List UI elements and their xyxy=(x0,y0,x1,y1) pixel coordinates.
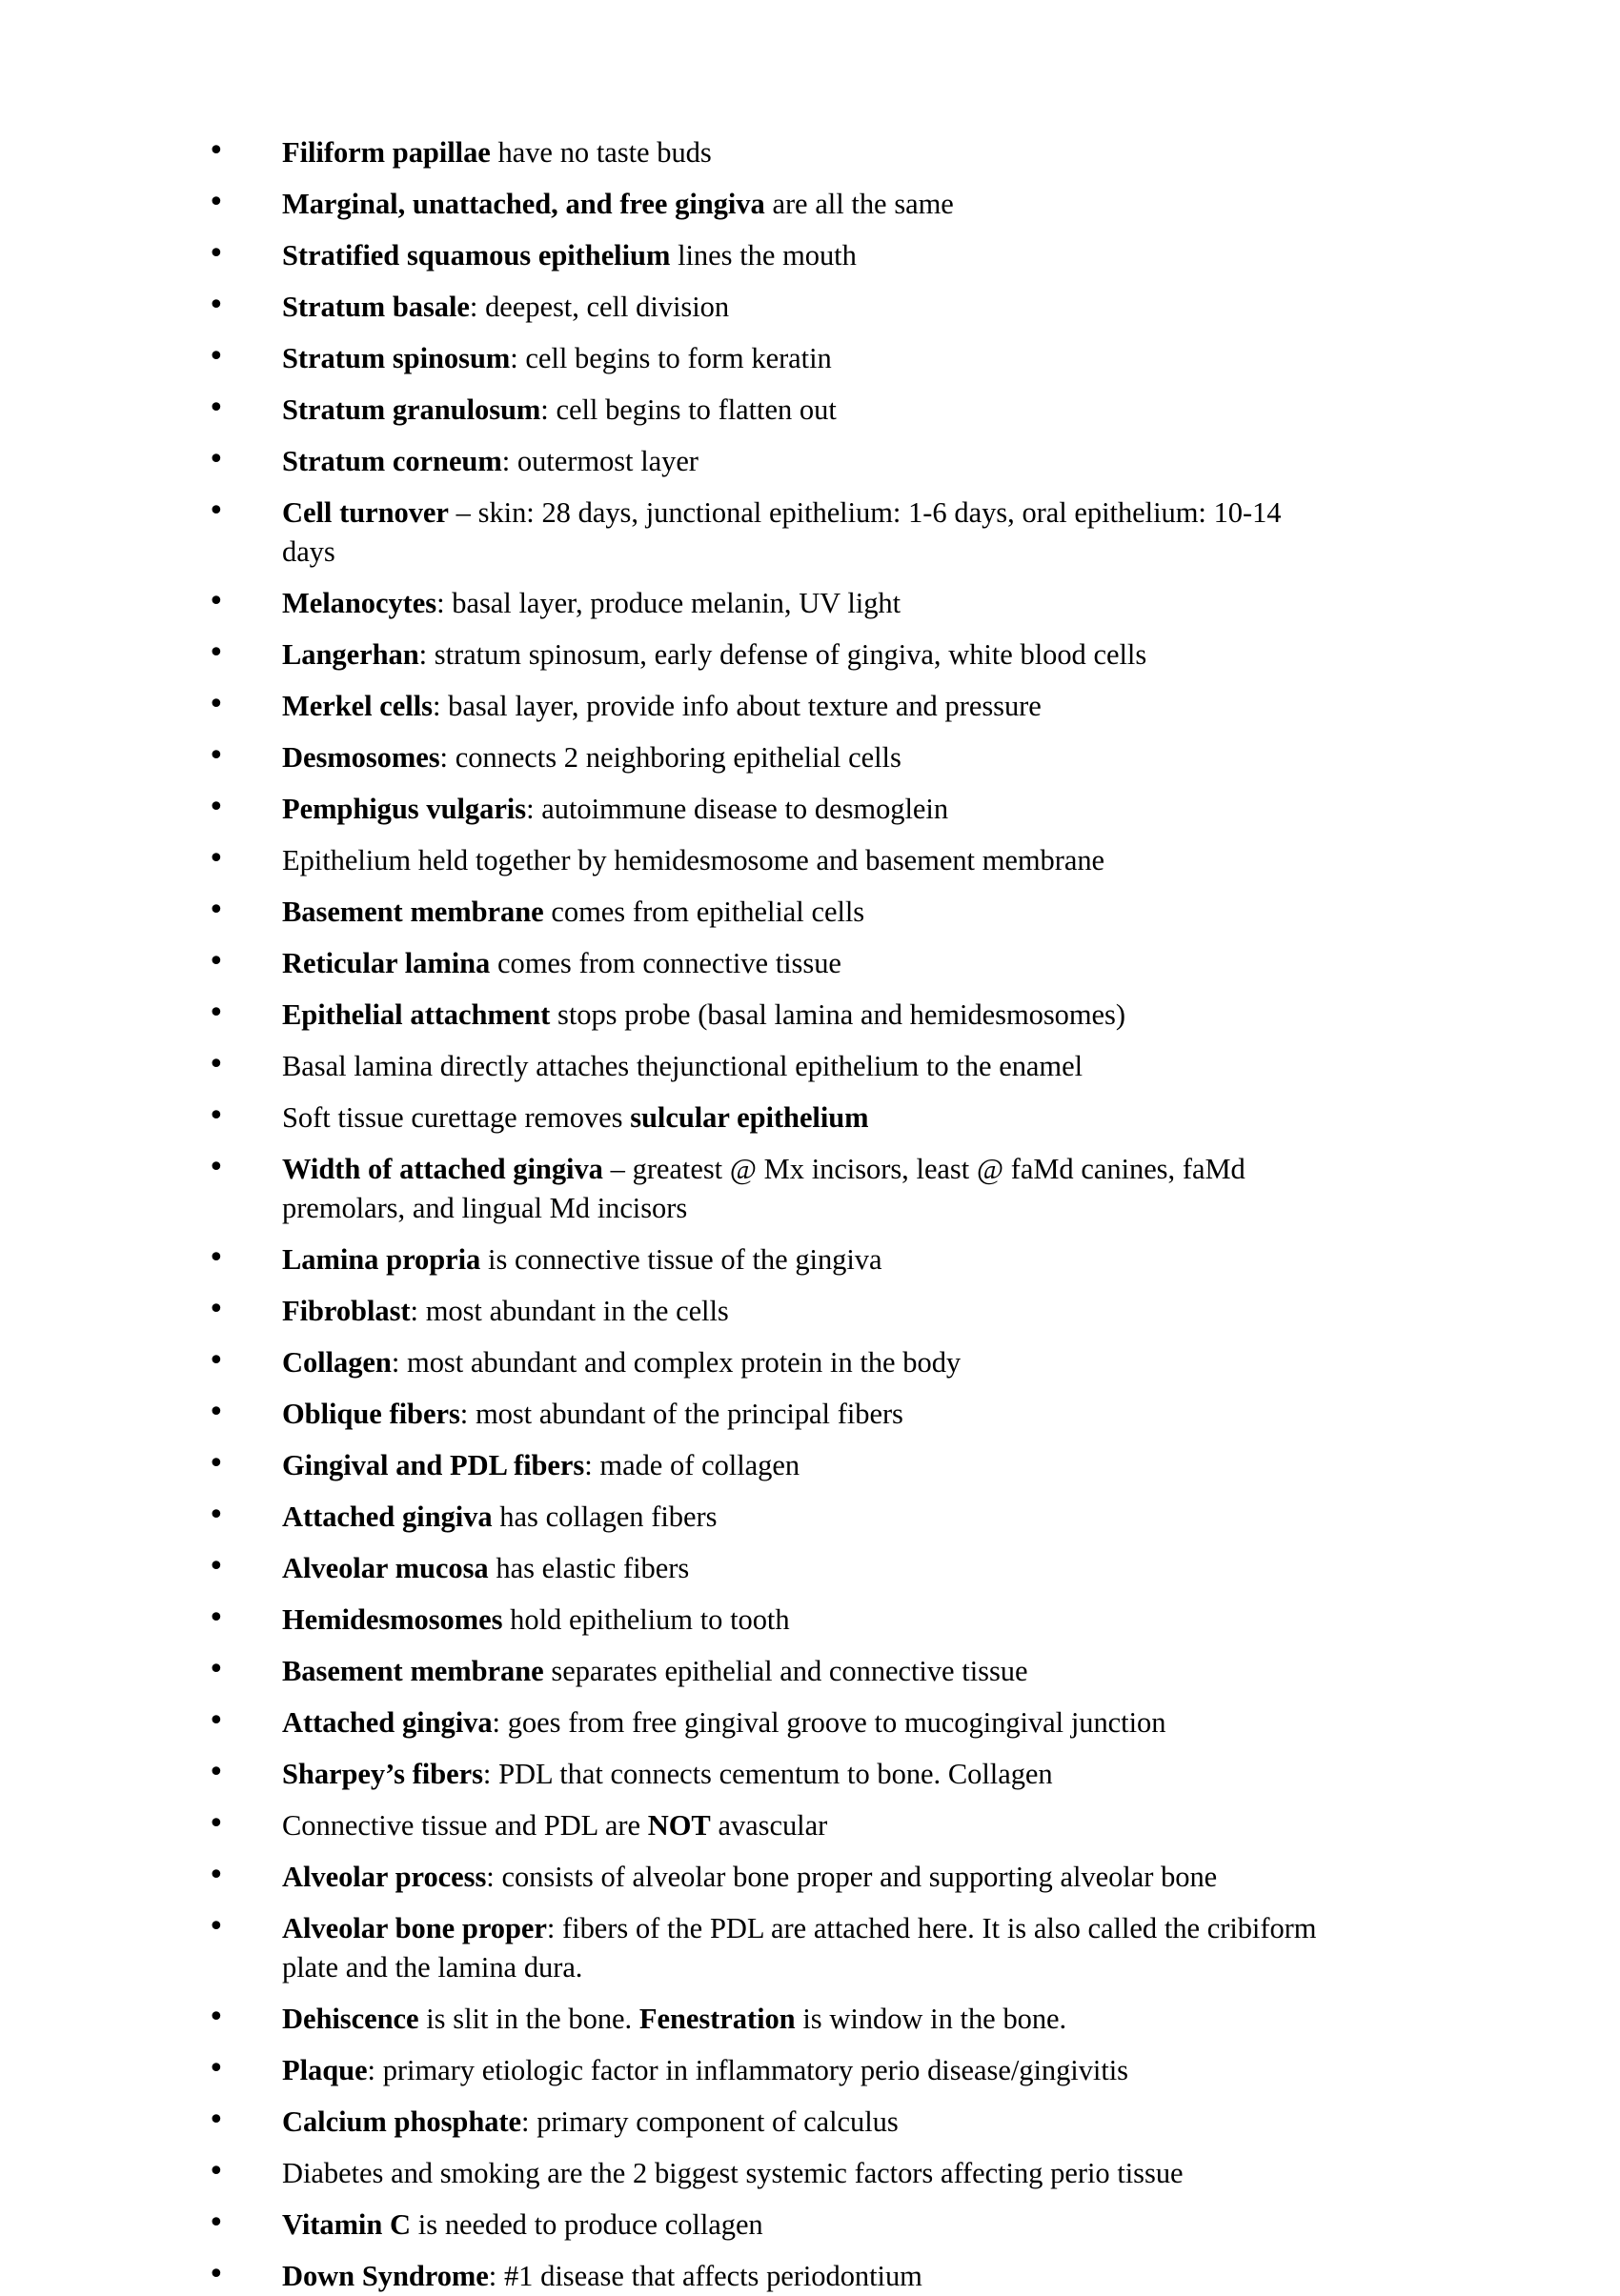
list-item xyxy=(208,391,1334,430)
list-item-term: Marginal, unattached, and free gingiva xyxy=(282,188,765,220)
list-item-text-tail: avascular xyxy=(710,1809,828,1842)
list-item-term: Down Syndrome xyxy=(282,2260,489,2292)
list-item xyxy=(208,2000,1334,2039)
list-item xyxy=(208,1703,1334,1742)
list-item-term: Melanocytes xyxy=(282,587,437,619)
notes-list xyxy=(208,133,1334,2296)
list-item-term: Reticular lamina xyxy=(282,947,491,979)
list-item-text: Basal lamina directly attaches thejunctional epithelium to the enamel xyxy=(282,1050,1083,1082)
list-item-text: : primary component of calculus xyxy=(521,2105,899,2138)
list-item xyxy=(208,133,1334,172)
list-item xyxy=(208,1446,1334,1485)
list-item-term: Epithelial attachment xyxy=(282,998,551,1031)
list-item-text: lines the mouth xyxy=(670,239,857,272)
list-item xyxy=(208,2103,1334,2142)
list-item-text: : most abundant of the principal fibers xyxy=(459,1398,903,1430)
list-item xyxy=(208,1150,1334,1228)
list-item-text: : connects 2 neighboring epithelial cells xyxy=(439,741,901,774)
list-item-term: Basement membrane xyxy=(282,896,544,928)
list-item-emphasis: NOT xyxy=(647,1809,711,1842)
list-item xyxy=(208,584,1334,623)
list-item-text: Epithelium held together by hemidesmosome and basement membrane xyxy=(282,844,1105,876)
list-item xyxy=(208,2205,1334,2245)
list-item-term: Attached gingiva xyxy=(282,1500,493,1533)
list-item-text: have no taste buds xyxy=(490,136,712,169)
list-item-term: Stratum basale xyxy=(282,291,470,323)
list-item-text: Soft tissue curettage removes xyxy=(282,1101,631,1134)
list-item xyxy=(208,2257,1334,2296)
list-item xyxy=(208,996,1334,1035)
list-item xyxy=(208,1240,1334,1279)
list-item xyxy=(208,1806,1334,1845)
list-item-term: Alveolar bone proper xyxy=(282,1912,547,1944)
list-item-text: : fibers of the PDL are attached here. It is also called the cribiform plate and the lamina dura. xyxy=(282,1912,1317,1984)
list-item-text: is needed to produce collagen xyxy=(411,2208,763,2241)
list-item xyxy=(208,687,1334,726)
list-item-term: Sharpey’s fibers xyxy=(282,1758,483,1790)
list-item-text: separates epithelial and connective tissue xyxy=(543,1655,1028,1687)
list-item xyxy=(208,1047,1334,1086)
list-item-text: : made of collagen xyxy=(584,1449,800,1481)
list-item-term: Dehiscence xyxy=(282,2003,419,2035)
list-item-text: : primary etiologic factor in inflammatory perio disease/gingivitis xyxy=(367,2054,1128,2086)
list-item xyxy=(208,738,1334,777)
list-item-text: : basal layer, produce melanin, UV light xyxy=(436,587,901,619)
list-item xyxy=(208,2154,1334,2193)
list-item-text: : most abundant in the cells xyxy=(410,1295,729,1327)
list-item-term: Alveolar mucosa xyxy=(282,1552,489,1584)
list-item xyxy=(208,1858,1334,1897)
list-item-text: hold epithelium to tooth xyxy=(502,1603,790,1636)
list-item-text: : outermost layer xyxy=(501,445,699,477)
list-item-term: Fibroblast xyxy=(282,1295,411,1327)
list-item-text: : cell begins to flatten out xyxy=(540,393,837,426)
list-item xyxy=(208,1601,1334,1640)
list-item xyxy=(208,442,1334,481)
list-item xyxy=(208,1395,1334,1434)
list-item-text: has collagen fibers xyxy=(492,1500,718,1533)
list-item-term: Attached gingiva xyxy=(282,1706,493,1739)
list-item-term: Plaque xyxy=(282,2054,368,2086)
list-item-term: Filiform papillae xyxy=(282,136,491,169)
list-item-term: Collagen xyxy=(282,1346,392,1379)
list-item xyxy=(208,1498,1334,1537)
list-item-text: comes from epithelial cells xyxy=(543,896,865,928)
list-item-term: Vitamin C xyxy=(282,2208,412,2241)
list-item-term: Basement membrane xyxy=(282,1655,544,1687)
list-item-text-tail: is window in the bone. xyxy=(795,2003,1067,2035)
list-item-text: : PDL that connects cementum to bone. Collagen xyxy=(482,1758,1053,1790)
list-item xyxy=(208,288,1334,327)
list-item-text: Connective tissue and PDL are xyxy=(282,1809,648,1842)
list-item-text: is slit in the bone. xyxy=(418,2003,639,2035)
list-item-term: Stratum spinosum xyxy=(282,342,511,374)
list-item xyxy=(208,790,1334,829)
list-item-text: is connective tissue of the gingiva xyxy=(480,1243,882,1276)
list-item-text: : goes from free gingival groove to mucogingival junction xyxy=(492,1706,1166,1739)
list-item-term: Calcium phosphate xyxy=(282,2105,522,2138)
list-item xyxy=(208,1755,1334,1794)
list-item-term: Stratum corneum xyxy=(282,445,502,477)
list-item-text: are all the same xyxy=(764,188,954,220)
list-item-term: Desmosomes xyxy=(282,741,440,774)
list-item xyxy=(208,1549,1334,1588)
list-item xyxy=(208,236,1334,275)
list-item xyxy=(208,635,1334,675)
list-item-term: Merkel cells xyxy=(282,690,433,722)
list-item-text: Diabetes and smoking are the 2 biggest systemic factors affecting perio tissue xyxy=(282,2157,1184,2189)
list-item-text: : deepest, cell division xyxy=(469,291,730,323)
list-item-term: Stratified squamous epithelium xyxy=(282,239,671,272)
list-item-term: Pemphigus vulgaris xyxy=(282,793,527,825)
list-item-text: : autoimmune disease to desmoglein xyxy=(526,793,949,825)
list-item-text: : consists of alveolar bone proper and supporting alveolar bone xyxy=(486,1861,1218,1893)
list-item-term: Gingival and PDL fibers xyxy=(282,1449,585,1481)
list-item xyxy=(208,1098,1334,1138)
list-item xyxy=(208,1343,1334,1382)
list-item-text: – skin: 28 days, junctional epithelium: 1-6 days, oral epithelium: 10-14 days xyxy=(282,496,1282,568)
list-item xyxy=(208,339,1334,378)
list-item xyxy=(208,185,1334,224)
list-item xyxy=(208,493,1334,572)
list-item xyxy=(208,1292,1334,1331)
list-item-text: : stratum spinosum, early defense of gingiva, white blood cells xyxy=(418,638,1147,671)
list-item-emphasis-tail: sulcular epithelium xyxy=(630,1101,869,1134)
list-item-term: Langerhan xyxy=(282,638,419,671)
list-item-term: Oblique fibers xyxy=(282,1398,460,1430)
list-item-text: comes from connective tissue xyxy=(490,947,841,979)
list-item-text: : most abundant and complex protein in the body xyxy=(391,1346,962,1379)
list-item xyxy=(208,2051,1334,2090)
list-item-emphasis: Fenestration xyxy=(638,2003,796,2035)
list-item-text: – greatest @ Mx incisors, least @ faMd canines, faMd premolars, and lingual Md incisors xyxy=(282,1153,1245,1224)
list-item xyxy=(208,944,1334,983)
list-item xyxy=(208,1652,1334,1691)
list-item xyxy=(208,841,1334,880)
list-item-term: Alveolar process xyxy=(282,1861,487,1893)
list-item-text: has elastic fibers xyxy=(488,1552,690,1584)
list-item xyxy=(208,893,1334,932)
list-item-term: Hemidesmosomes xyxy=(282,1603,503,1636)
list-item-term: Stratum granulosum xyxy=(282,393,541,426)
list-item-text: : #1 disease that affects periodontium xyxy=(488,2260,922,2292)
list-item xyxy=(208,1909,1334,1987)
list-item-text: : cell begins to form keratin xyxy=(510,342,832,374)
list-item-term: Cell turnover xyxy=(282,496,449,529)
list-item-text: stops probe (basal lamina and hemidesmosomes) xyxy=(550,998,1125,1031)
list-item-term: Lamina propria xyxy=(282,1243,481,1276)
list-item-text: : basal layer, provide info about texture and pressure xyxy=(432,690,1042,722)
list-item-term: Width of attached gingiva xyxy=(282,1153,603,1185)
